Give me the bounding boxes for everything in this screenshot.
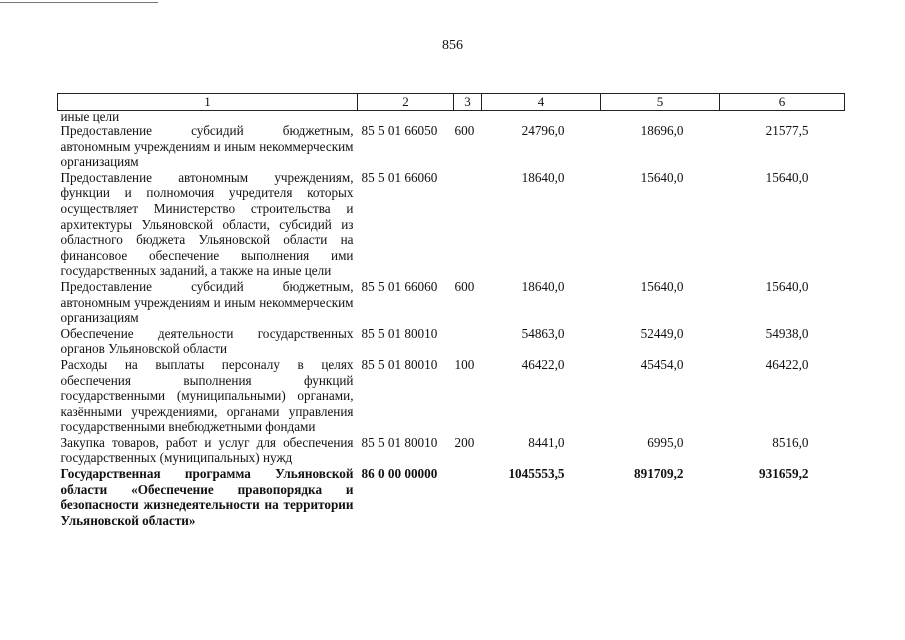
page-number: 856 (442, 38, 463, 53)
row-csr-code: 85 5 01 66060 (361, 278, 438, 294)
row-name: Закупка товаров, работ и услуг для обеспечения государственных (муниципальных) нужд (60, 434, 354, 466)
row-csr-code: 85 5 01 66060 (361, 169, 438, 185)
row-name: Государственная программа Ульяновской области «Обеспечение правопорядка и безопасности жизнедеятельности на территории Ульяновской области» (60, 466, 354, 528)
row-value-1: 18640,0 (521, 278, 565, 294)
row-value-3: 931659,2 (759, 466, 809, 482)
row-vr-code (454, 170, 482, 279)
row-value-1: 24796,0 (521, 123, 565, 138)
row-name: Обеспечение деятельности государственных органов Ульяновской области (60, 325, 354, 357)
row-value-3: 54938,0 (765, 325, 809, 341)
scan-edge-line (0, 2, 158, 3)
header-row (58, 94, 845, 111)
row-vr-code: 200 (454, 434, 475, 450)
continuation-text: иные цели (60, 109, 120, 124)
continuation-row (58, 111, 845, 124)
table-row (58, 279, 845, 326)
row-value-3: 21577,5 (765, 123, 809, 138)
row-vr-code: 100 (454, 356, 475, 372)
header-col-3: 3 (454, 94, 482, 111)
row-vr-code (454, 326, 482, 357)
row-csr-code: 85 5 01 80010 (361, 325, 438, 341)
row-value-1: 46422,0 (521, 356, 565, 372)
row-name: Предоставление субсидий бюджетным, автономным учреждениям и иным некоммерческим организациям (60, 278, 354, 326)
row-value-2: 45454,0 (640, 356, 684, 372)
row-value-1: 18640,0 (521, 169, 565, 185)
row-name: Предоставление автономным учреждениям, функции и полномочия учредителя которых осуществляет Министерство строительства и архитектуры Ульяновской области, субсидий из областного бюджета Ульяновской области на финансовое обеспечение выполнения ими государственных заданий, а также на иные цели (60, 169, 354, 279)
table-row (58, 357, 845, 435)
table-row-program-total (58, 466, 845, 528)
table-row (58, 326, 845, 357)
row-vr-code (454, 466, 482, 528)
row-value-1: 1045553,5 (508, 466, 565, 482)
row-value-1: 54863,0 (521, 325, 565, 341)
row-value-1: 8441,0 (528, 434, 565, 450)
table-row (58, 435, 845, 466)
table-row (58, 123, 845, 170)
table-row (58, 170, 845, 279)
row-value-3: 46422,0 (765, 356, 809, 372)
row-value-2: 15640,0 (640, 278, 684, 294)
row-value-2: 18696,0 (640, 123, 684, 138)
row-csr-code: 85 5 01 80010 (361, 434, 438, 450)
row-name: Предоставление субсидий бюджетным, автономным учреждениям и иным некоммерческим организациям (60, 123, 354, 170)
header-col-6: 6 (720, 94, 845, 111)
row-vr-code: 600 (454, 278, 475, 294)
row-value-3: 8516,0 (772, 434, 809, 450)
row-value-2: 52449,0 (640, 325, 684, 341)
header-col-2: 2 (358, 94, 454, 111)
header-col-1: 1 (58, 94, 358, 111)
row-value-2: 891709,2 (634, 466, 684, 482)
row-value-3: 15640,0 (765, 169, 809, 185)
row-vr-code: 600 (454, 123, 475, 138)
row-value-3: 15640,0 (765, 278, 809, 294)
row-csr-code: 85 5 01 66050 (361, 123, 438, 138)
header-col-5: 5 (601, 94, 720, 111)
row-csr-code: 85 5 01 80010 (361, 356, 438, 372)
row-value-2: 6995,0 (647, 434, 684, 450)
header-col-4: 4 (482, 94, 601, 111)
row-csr-code: 86 0 00 00000 (361, 466, 438, 482)
budget-table (57, 93, 845, 528)
row-name: Расходы на выплаты персоналу в целях обеспечения выполнения функций государственными (муниципальными) органами, казёнными учреждениями, органами управления государственными внебюджетными фондами (60, 356, 354, 435)
row-value-2: 15640,0 (640, 169, 684, 185)
